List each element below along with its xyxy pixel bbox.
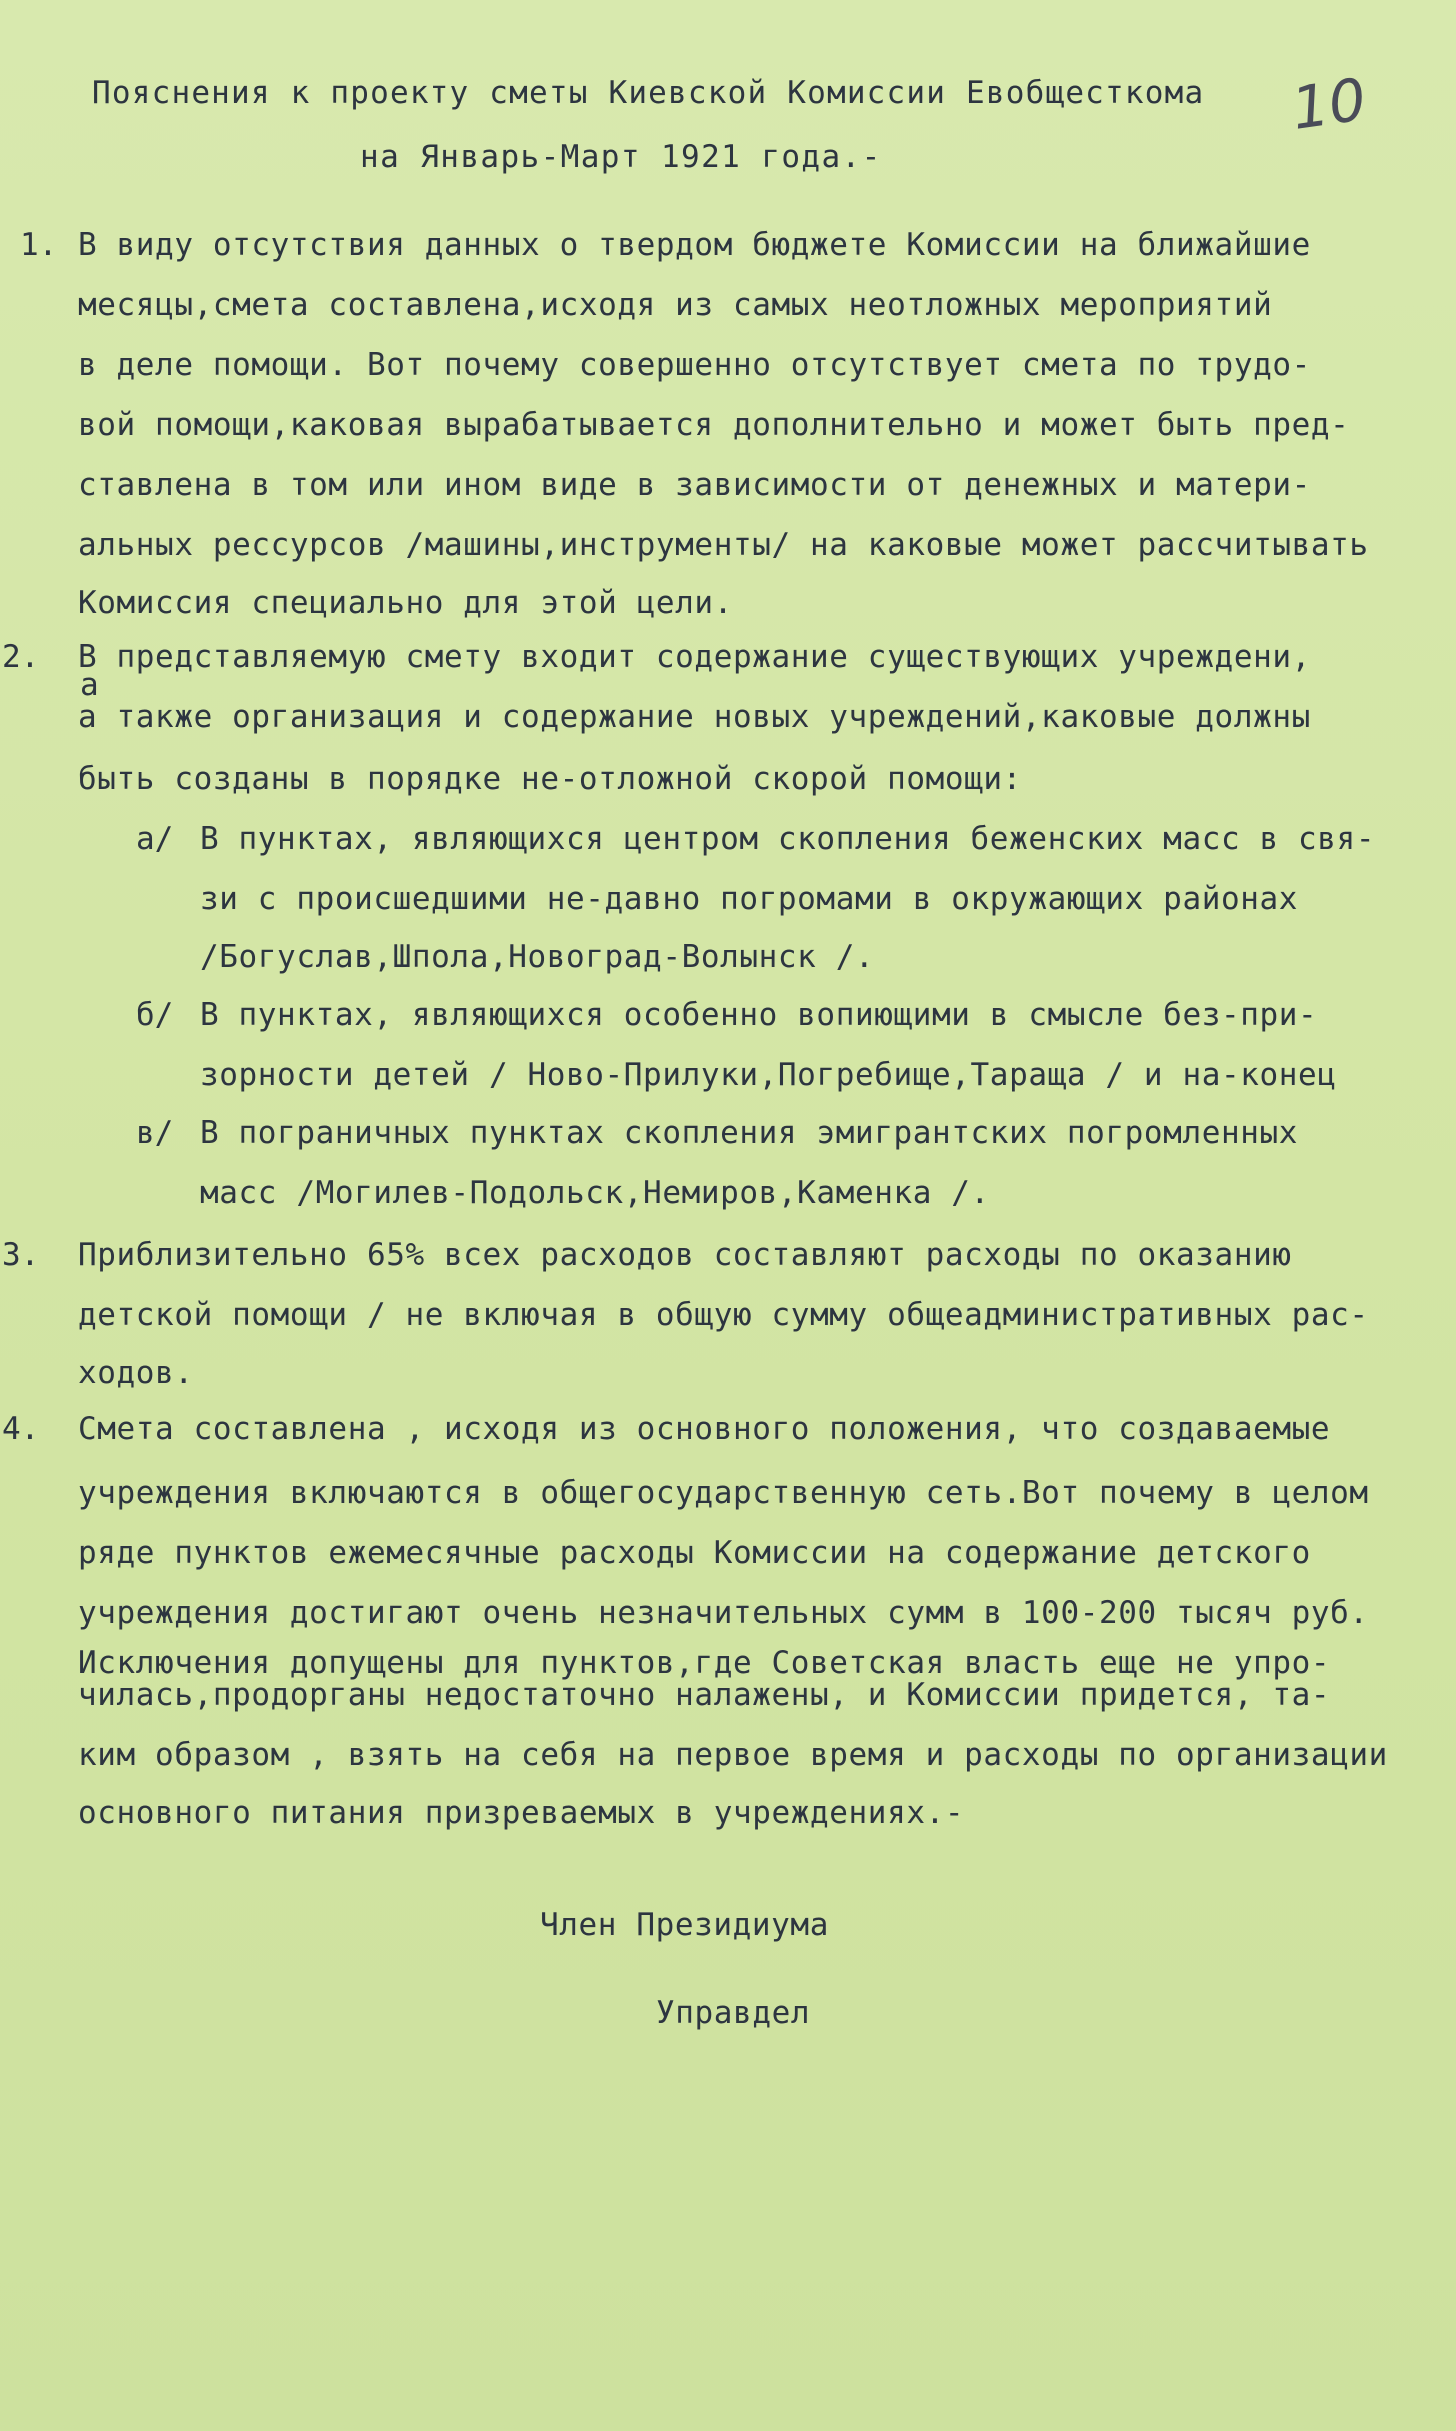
subitem-v-line: масс /Могилев-Подольск,Немиров,Каменка /.	[200, 1175, 990, 1211]
item-4-line: учреждения достигают очень незначительных сумм в 100-200 тысяч руб.	[78, 1595, 1369, 1631]
signature-member: Член Президиума	[540, 1907, 829, 1943]
item-4-line: ряде пунктов ежемесячные расходы Комиссии на содержание детского	[78, 1535, 1311, 1571]
subitem-v-line: В пограничных пунктах скопления эмигрантских погромленных	[200, 1115, 1299, 1151]
item-3-number: 3.	[2, 1237, 40, 1273]
item-2-line: В представляемую смету входит содержание существующих учреждени,	[78, 639, 1311, 675]
subitem-b-line: В пунктах, являющихся особенно вопиющими в смысле без-при-	[200, 997, 1318, 1033]
item-2-inserted-letter: а	[80, 667, 100, 703]
signature-manager: Управдел	[656, 1995, 811, 2031]
item-4-line: основного питания призреваемых в учреждениях.-	[78, 1795, 965, 1831]
page-number: 10	[1287, 65, 1371, 143]
title-line-2: на Январь-Март 1921 года.-	[360, 139, 882, 175]
subitem-v-label: в/	[136, 1115, 174, 1151]
item-3-line: Приблизительно 65% всех расходов составляют расходы по оказанию	[78, 1237, 1292, 1273]
item-2-line: быть созданы в порядке не-отложной скорой помощи:	[78, 761, 1022, 797]
subitem-a-line: зи с происшедшими не-давно погромами в окружающих районах	[200, 881, 1299, 917]
item-4-number: 4.	[2, 1411, 40, 1447]
subitem-a-line: /Богуслав,Шпола,Новоград-Волынск /.	[200, 939, 875, 975]
item-3-line: детской помощи / не включая в общую сумму общеадминистративных рас-	[78, 1297, 1369, 1333]
item-4-line: Смета составлена , исходя из основного положения, что создаваемые	[78, 1411, 1331, 1447]
item-1-line: месяцы,смета составлена,исходя из самых неотложных мероприятий	[78, 287, 1273, 323]
subitem-a-line: В пунктах, являющихся центром скопления беженских масс в свя-	[200, 821, 1376, 857]
title-line-1: Пояснения к проекту сметы Киевской Комиссии Евобщесткома	[92, 75, 1205, 111]
item-1-line: в деле помощи. Вот почему совершенно отсутствует смета по трудо-	[78, 347, 1311, 383]
item-1-line: В виду отсутствия данных о твердом бюджете Комиссии на ближайшие	[78, 227, 1311, 263]
item-4-line: учреждения включаются в общегосударственную сеть.Вот почему в целом	[78, 1475, 1369, 1511]
item-1-line: альных рессурсов /машины,инструменты/ на каковые может рассчитывать	[78, 527, 1369, 563]
item-4-line: ким образом , взять на себя на первое время и расходы по организации	[78, 1737, 1388, 1773]
subitem-b-line: зорности детей / Ново-Прилуки,Погребище,Тараща / и на-конец	[200, 1057, 1337, 1093]
subitem-a-label: а/	[136, 821, 174, 857]
item-4-line: чилась,продорганы недостаточно налажены, и Комиссии придется, та-	[78, 1677, 1331, 1713]
item-3-line: ходов.	[78, 1355, 194, 1391]
item-2-number: 2.	[2, 639, 40, 675]
item-1-line: Комиссия специально для этой цели.	[78, 585, 733, 621]
subitem-b-label: б/	[136, 997, 174, 1033]
item-1-line: ставлена в том или ином виде в зависимости от денежных и матери-	[78, 467, 1311, 503]
item-2-line: а также организация и содержание новых учреждений,каковые должны	[78, 699, 1311, 735]
item-4-line: Исключения допущены для пунктов,где Советская власть еще не упро-	[78, 1645, 1331, 1681]
item-1-line: вой помощи,каковая вырабатывается дополнительно и может быть пред-	[78, 407, 1350, 443]
item-1-number: 1.	[20, 227, 58, 263]
